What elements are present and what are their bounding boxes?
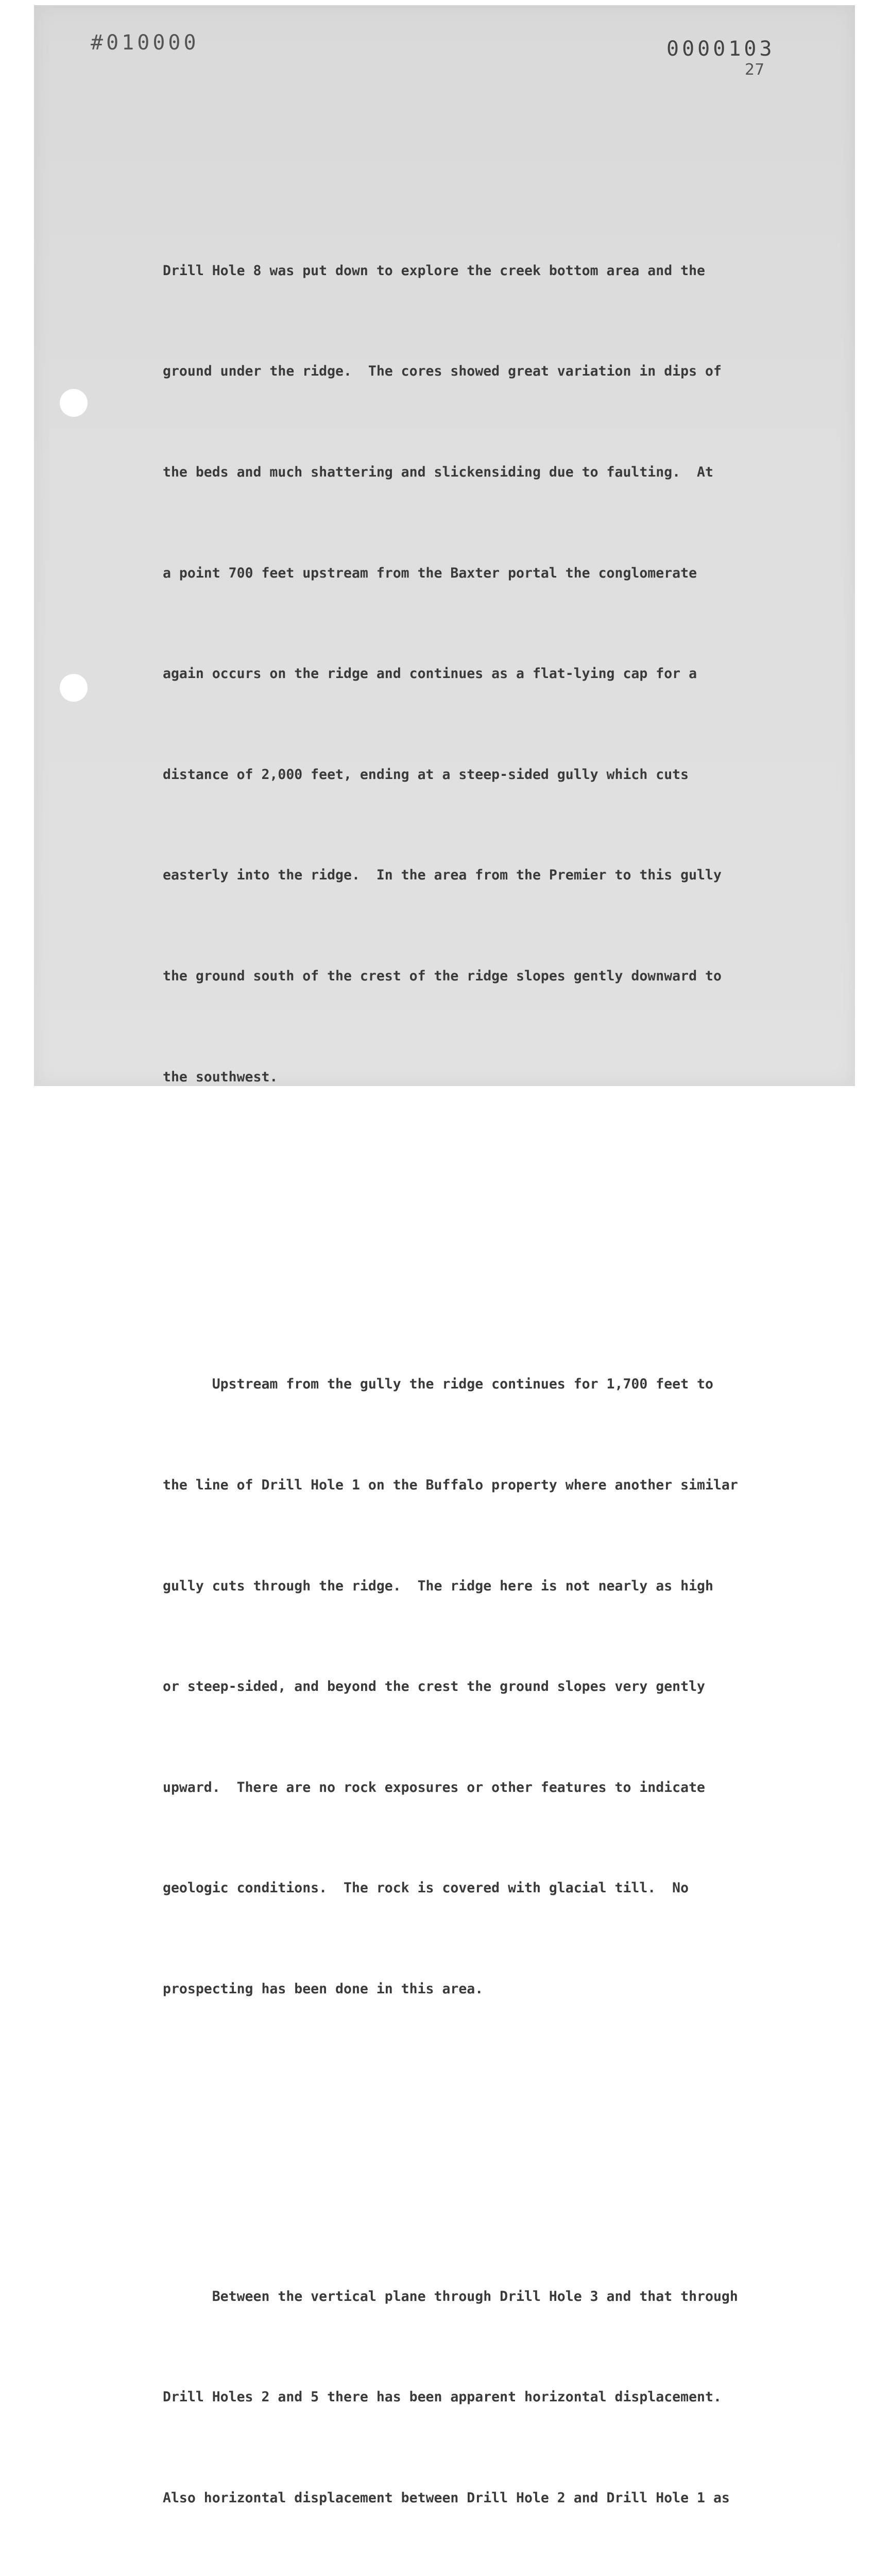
punch-hole [60, 674, 88, 702]
text-line: Also horizontal displacement between Drill Hole 2 and Drill Hole 1 as [163, 2489, 730, 2506]
text-line: easterly into the ridge. In the area from the Premier to this gully [163, 867, 722, 884]
text-line: Between the vertical plane through Drill Hole 3 and that through [163, 2288, 738, 2304]
paragraph-2 [163, 1300, 843, 2073]
body-text [163, 120, 843, 2576]
text-line: gully cuts through the ridge. The ridge here is not nearly as high [163, 1578, 713, 1594]
text-line: a point 700 feet upstream from the Baxter portal the conglomerate [163, 565, 697, 581]
paragraph-gap [163, 2140, 843, 2145]
text-line: Drill Holes 2 and 5 there has been apparent horizontal displacement. [163, 2389, 722, 2405]
text-line: the ground south of the crest of the ridge slopes gently downward to [163, 968, 722, 984]
text-line: distance of 2,000 feet, ending at a steep-sided gully which cuts [163, 766, 689, 783]
text-line: the southwest. [163, 1069, 278, 1085]
paragraph-gap [163, 1228, 843, 1233]
page-number: 27 [745, 61, 765, 79]
text-line: Drill Hole 8 was put down to explore the creek bottom area and the [163, 262, 705, 279]
text-line: or steep-sided, and beyond the crest the ground slopes very gently [163, 1679, 705, 1695]
text-line: again occurs on the ridge and continues as a flat-lying cap for a [163, 666, 697, 682]
text-line: upward. There are no rock exposures or other features to indicate [163, 1779, 705, 1795]
text-line: the beds and much shattering and slickensiding due to faulting. At [163, 464, 713, 480]
page-serial-stamp: 0000103 [666, 37, 775, 61]
punch-hole [60, 389, 88, 417]
text-line: prospecting has been done in this area. [163, 1980, 484, 1997]
text-line: the line of Drill Hole 1 on the Buffalo property where another similar [163, 1477, 738, 1493]
paragraph-1 [163, 187, 843, 1161]
text-line: geologic conditions. The rock is covered with glacial till. No [163, 1880, 689, 1896]
text-line: Upstream from the gully the ridge continues for 1,700 feet to [163, 1376, 713, 1393]
document-page [34, 5, 855, 2506]
document-id-stamp: #010000 [91, 31, 199, 55]
paragraph-3 [163, 2212, 843, 2576]
text-line: ground under the ridge. The cores showed great variation in dips of [163, 363, 722, 380]
